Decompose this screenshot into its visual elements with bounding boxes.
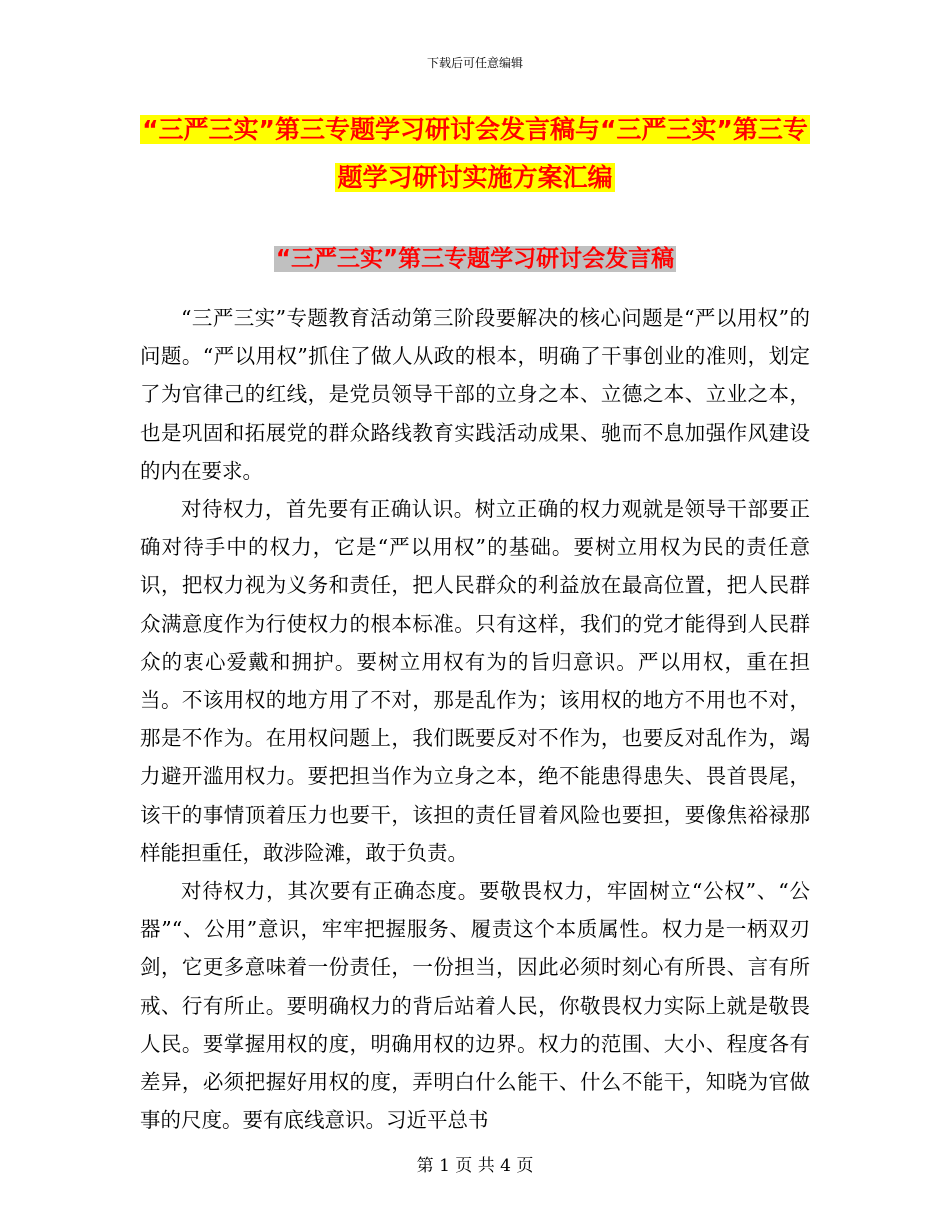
- paragraph: “三严三实”专题教育活动第三阶段要解决的核心问题是“严以用权”的问题。“严以用权”抓住了做人从政的根本，明确了干事创业的准则，划定了为官律己的红线，是党员领导干部的立身之本、立德之本、立业之本，也是巩固和拓展党的群众路线教育实践活动成果、驰而不息加强作风建设的内在要求。: [140, 306, 810, 483]
- paragraph: 对待权力，首先要有正确认识。树立正确的权力观就是领导干部要正确对待手中的权力，它是“严以用权”的基础。要树立用权为民的责任意识，把权力视为义务和责任，把人民群众的利益放在最高位置，把人民群众满意度作为行使权力的根本标准。只有这样，我们的党才能得到人民群众的衷心爱戴和拥护。要树立用权有为的旨归意识。严以用权，重在担当。不该用权的地方用了不对，那是乱作为；该用权的地方不用也不对，那是不作为。在用权问题上，我们既要反对不作为，也要反对乱作为，竭力避开滥用权力。要把担当作为立身之本，绝不能患得患失、畏首畏尾，该干的事情顶着压力也要干，该担的责任冒着风险也要担，要像焦裕禄那样能担重任，敢涉险滩，敢于负责。: [140, 497, 810, 865]
- paragraph: 对待权力，其次要有正确态度。要敬畏权力，牢固树立“公权”、“公器”“、公用”意识，牢牢把握服务、履责这个本质属性。权力是一柄双刃剑，它更多意味着一份责任，一份担当，因此必须时刻心有所畏、言有所戒、行有所止。要明确权力的背后站着人民，你敬畏权力实际上就是敬畏人民。要掌握用权的度，明确用权的边界。权力的范围、大小、程度各有差异，必须把握好用权的度，弄明白什么能干、什么不能干，知晓为官做事的尺度。要有底线意识。习近平总书: [140, 879, 810, 1133]
- section-title-text: “三严三实”第三专题学习研讨会发言稿: [275, 246, 675, 272]
- document-title-text: “三严三实”第三专题学习研讨会发言稿与“三严三实”第三专题学习研讨实施方案汇编: [142, 115, 808, 192]
- document-title: [140, 106, 810, 202]
- header-note: 下载后可任意编辑: [426, 56, 523, 70]
- body-text: [140, 299, 810, 1139]
- section-title: [0, 242, 950, 276]
- page-number-footer: 第 1 页 共 4 页: [416, 1156, 534, 1176]
